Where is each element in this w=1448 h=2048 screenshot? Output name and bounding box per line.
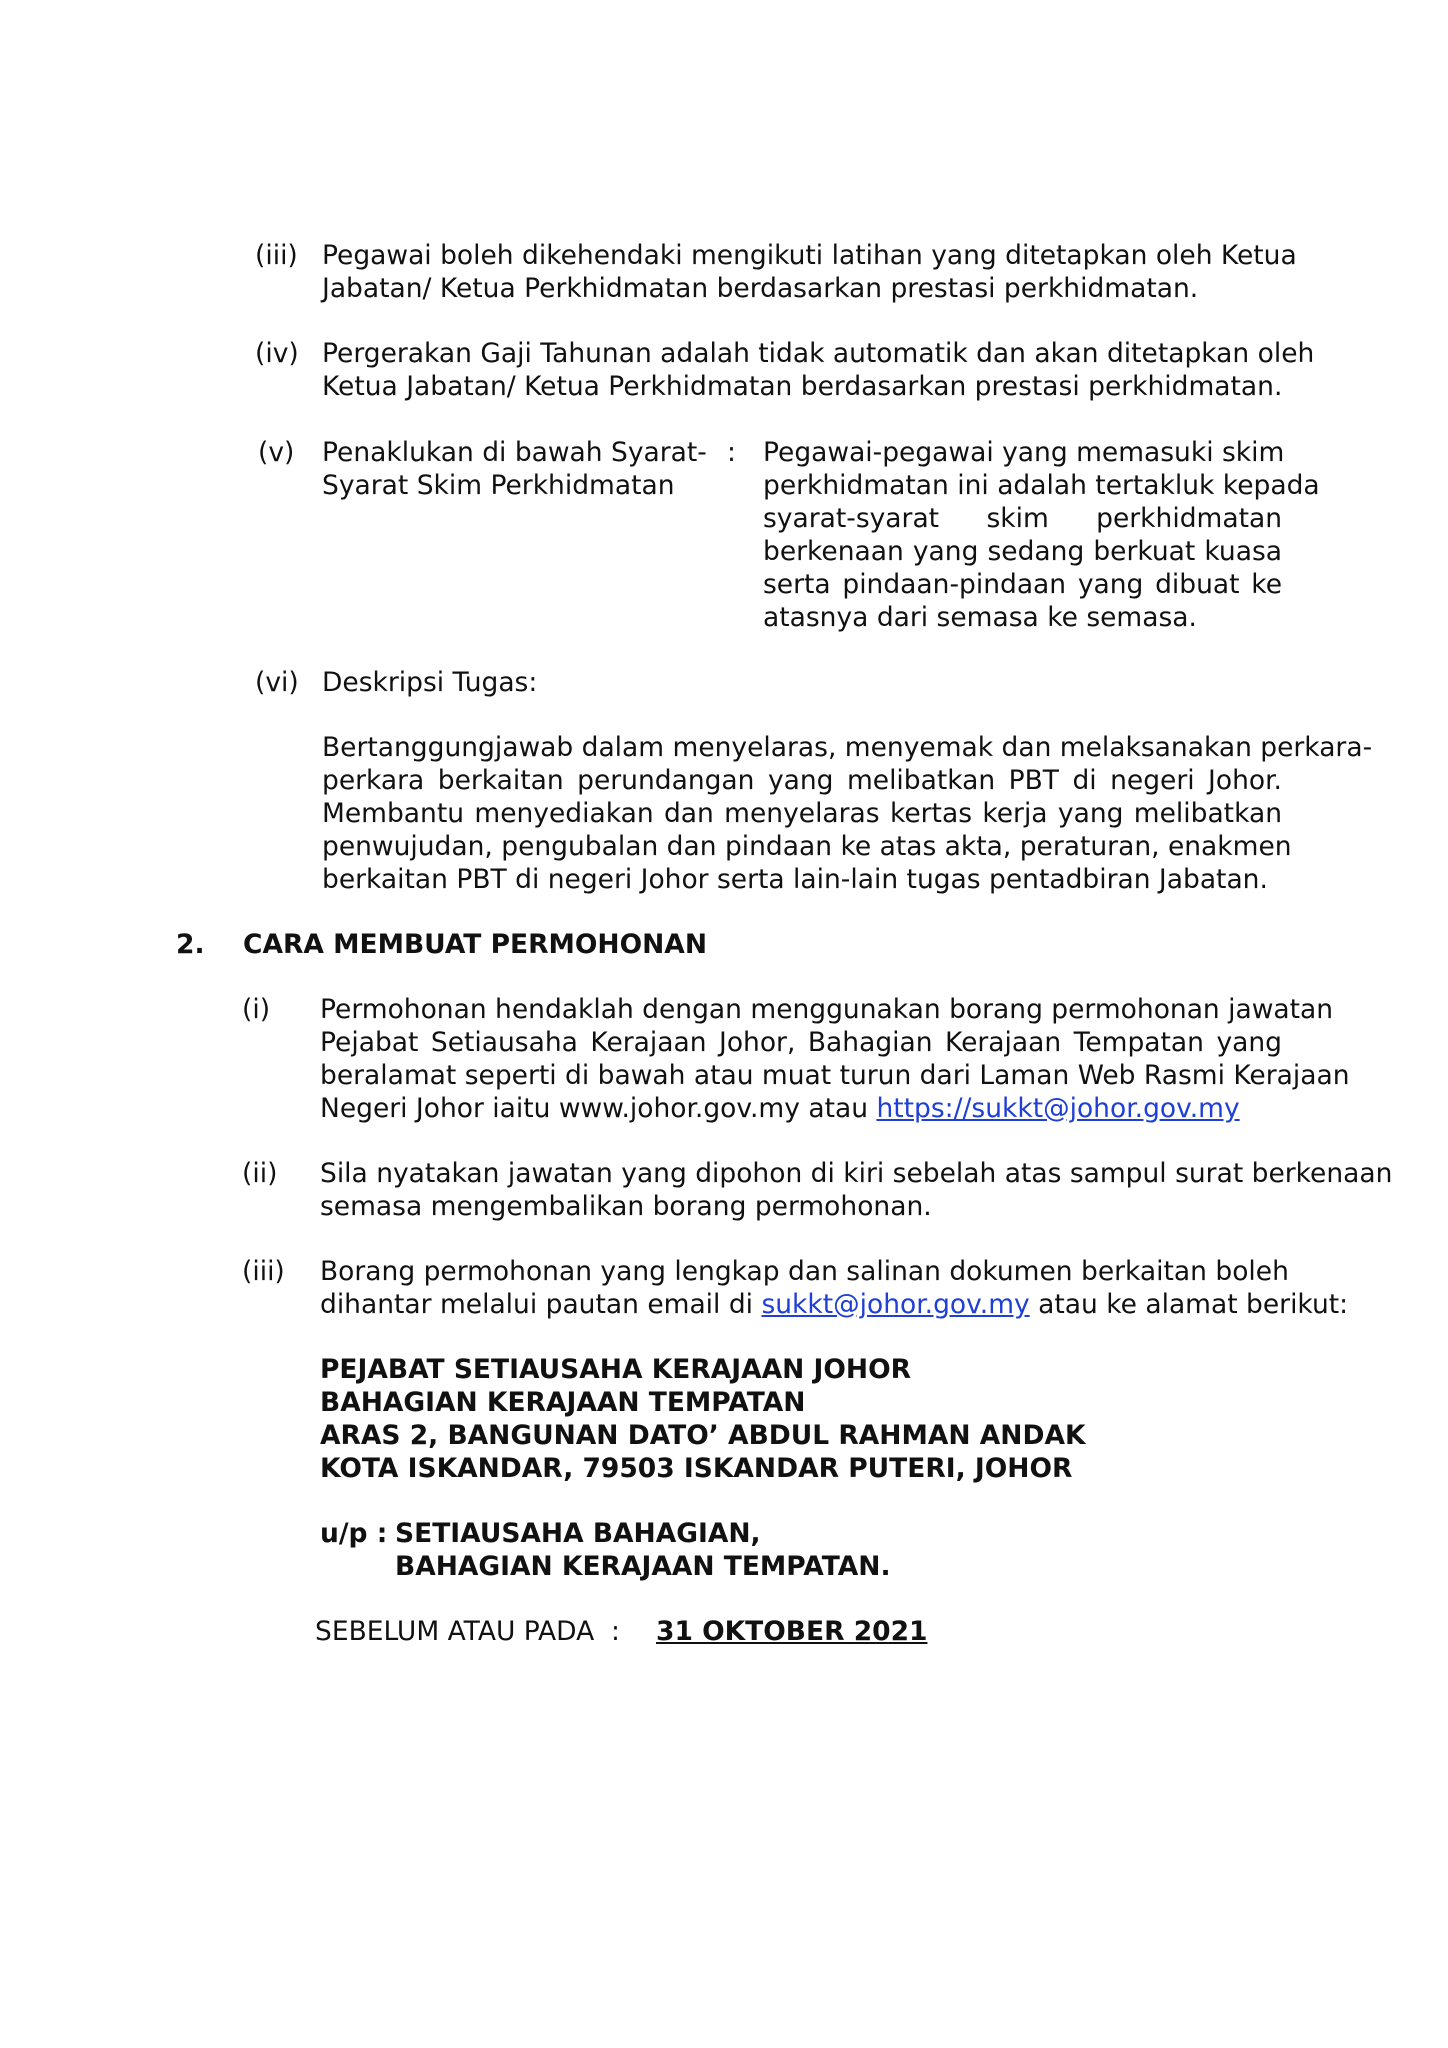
- item-vi-line-1: Bertanggungjawab dalam menyelaras, menyemak dan melaksanakan perkara-: [322, 732, 1373, 763]
- s2-item-i-line-4-text: Negeri Johor iaitu www.johor.gov.my atau: [320, 1093, 877, 1124]
- item-v-desc-line-5: serta pindaan-pindaan yang dibuat ke: [763, 569, 1282, 600]
- s2-item-iii-line-2: [320, 1288, 1348, 1321]
- item-v-desc-line-2: perkhidmatan ini adalah tertakluk kepada: [763, 470, 1320, 501]
- s2-item-ii-line-2: semasa mengembalikan borang permohonan.: [320, 1191, 932, 1222]
- sukkt-web-link[interactable]: https://sukkt@johor.gov.my: [876, 1093, 1240, 1124]
- address-line-1: PEJABAT SETIAUSAHA KERAJAAN JOHOR: [320, 1354, 912, 1385]
- s2-item-ii-line-1: Sila nyatakan jawatan yang dipohon di kiri sebelah atas sampul surat berkenaan: [320, 1158, 1393, 1189]
- item-v-term-line-1: Penaklukan di bawah Syarat-: [322, 437, 707, 468]
- section-2-number: 2.: [176, 929, 205, 960]
- item-v-desc-line-6: atasnya dari semasa ke semasa.: [763, 602, 1197, 633]
- s2-item-iii-line-2-after: atau ke alamat berikut:: [1029, 1289, 1349, 1320]
- item-v-colon: :: [727, 437, 736, 468]
- s2-item-iii-line-2-before: dihantar melalui pautan email di: [320, 1289, 762, 1320]
- item-iii-line-1: Pegawai boleh dikehendaki mengikuti latihan yang ditetapkan oleh Ketua: [322, 240, 1297, 271]
- attention-line-1: SETIAUSAHA BAHAGIAN,: [395, 1518, 761, 1549]
- section-2-title: CARA MEMBUAT PERMOHONAN: [243, 929, 707, 960]
- address-line-4: KOTA ISKANDAR, 79503 ISKANDAR PUTERI, JOHOR: [320, 1453, 1073, 1484]
- address-line-3: ARAS 2, BANGUNAN DATO’ ABDUL RAHMAN ANDAK: [320, 1420, 1086, 1451]
- s2-item-i-line-1: Permohonan hendaklah dengan menggunakan borang permohonan jawatan: [320, 994, 1334, 1025]
- deadline-label: SEBELUM ATAU PADA: [315, 1616, 595, 1647]
- attention-line-2: BAHAGIAN KERAJAAN TEMPATAN.: [395, 1551, 891, 1582]
- item-vi-line-5: berkaitan PBT di negeri Johor serta lain-lain tugas pentadbiran Jabatan.: [322, 864, 1268, 895]
- sukkt-email-link[interactable]: sukkt@johor.gov.my: [761, 1289, 1030, 1320]
- deadline-date: 31 OKTOBER 2021: [656, 1616, 928, 1647]
- item-v-desc-line-4: berkenaan yang sedang berkuat kuasa: [763, 536, 1282, 567]
- s2-item-i-line-3: beralamat seperti di bawah atau muat turun dari Laman Web Rasmi Kerajaan: [320, 1060, 1350, 1091]
- s2-item-iii-line-1: Borang permohonan yang lengkap dan salinan dokumen berkaitan boleh: [320, 1256, 1289, 1287]
- item-vi-heading: Deskripsi Tugas:: [322, 667, 538, 698]
- item-label-iv: (iv): [255, 338, 299, 369]
- s2-item-i-line-4: [320, 1092, 1240, 1125]
- item-label-v: (v): [258, 437, 295, 468]
- address-line-2: BAHAGIAN KERAJAAN TEMPATAN: [320, 1387, 806, 1418]
- s2-item-i-line-2: Pejabat Setiausaha Kerajaan Johor, Bahagian Kerajaan Tempatan yang: [320, 1027, 1282, 1058]
- item-v-term-line-2: Syarat Skim Perkhidmatan: [322, 470, 675, 501]
- item-vi-line-2: perkara berkaitan perundangan yang melibatkan PBT di negeri Johor.: [322, 765, 1282, 796]
- item-label-vi: (vi): [255, 667, 299, 698]
- attention-prefix: u/p :: [320, 1518, 388, 1549]
- item-v-desc-line-3: syarat-syarat skim perkhidmatan: [763, 503, 1282, 534]
- s2-item-label-ii: (ii): [242, 1158, 278, 1189]
- item-iv-line-1: Pergerakan Gaji Tahunan adalah tidak automatik dan akan ditetapkan oleh: [322, 338, 1315, 369]
- s2-item-label-iii: (iii): [242, 1256, 285, 1287]
- s2-item-label-i: (i): [242, 994, 271, 1025]
- item-iii-line-2: Jabatan/ Ketua Perkhidmatan berdasarkan prestasi perkhidmatan.: [322, 273, 1199, 304]
- item-iv-line-2: Ketua Jabatan/ Ketua Perkhidmatan berdasarkan prestasi perkhidmatan.: [322, 371, 1283, 402]
- item-label-iii: (iii): [255, 240, 298, 271]
- item-vi-line-3: Membantu menyediakan dan menyelaras kertas kerja yang melibatkan: [322, 798, 1282, 829]
- item-vi-line-4: penwujudan, pengubalan dan pindaan ke atas akta, peraturan, enakmen: [322, 831, 1292, 862]
- item-v-desc-line-1: Pegawai-pegawai yang memasuki skim: [763, 437, 1285, 468]
- deadline-colon: :: [611, 1616, 620, 1647]
